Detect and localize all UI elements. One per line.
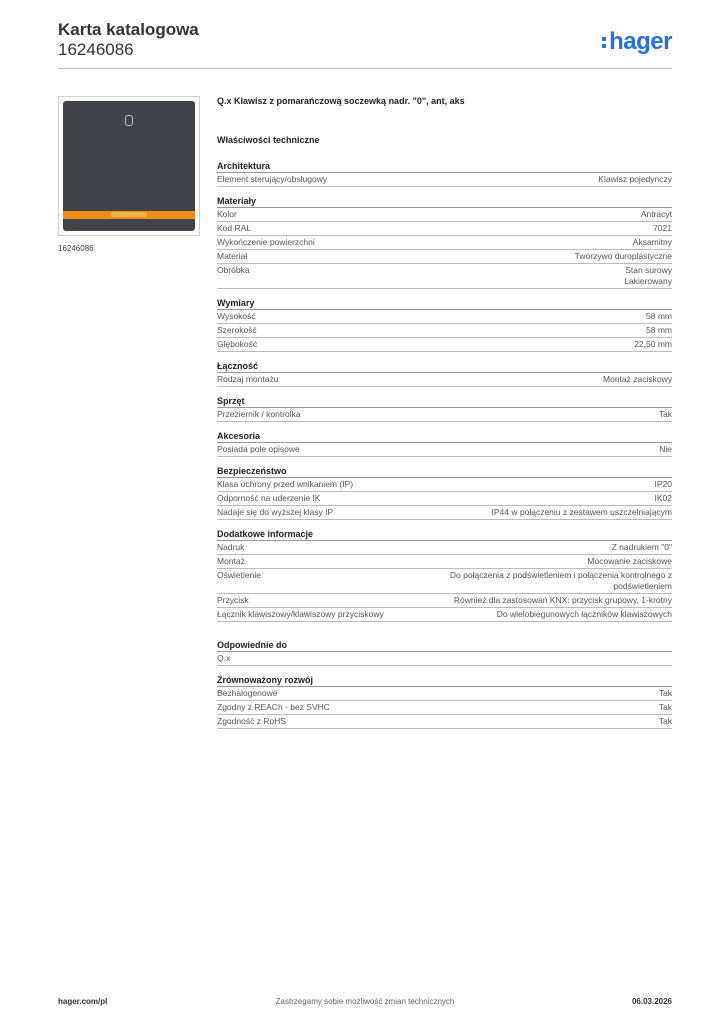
spec-label: Przycisk <box>217 595 249 605</box>
spec-label: Wykończenie powierzchni <box>217 237 315 247</box>
spec-row <box>217 373 672 387</box>
spec-value: Nie <box>659 444 672 454</box>
spec-row <box>217 408 672 422</box>
section-title: Odpowiednie do <box>217 640 672 652</box>
spec-section <box>217 675 672 729</box>
product-image <box>63 101 195 231</box>
spec-section <box>217 431 672 457</box>
spec-value: 58 mm <box>646 311 672 321</box>
spec-value: Antracyt <box>640 209 672 219</box>
spec-value: Tak <box>658 409 672 419</box>
spec-value: 58 mm <box>646 325 672 335</box>
spec-section <box>217 466 672 520</box>
spec-row <box>217 310 672 324</box>
spec-row <box>217 594 672 608</box>
spec-row <box>217 701 672 715</box>
spec-value: IP20 <box>654 479 672 489</box>
spec-section <box>217 298 672 352</box>
section-title: Materiały <box>217 196 672 208</box>
spec-row <box>217 715 672 729</box>
spec-label: Głębokość <box>217 339 258 349</box>
spec-row <box>217 478 672 492</box>
spec-row <box>217 506 672 520</box>
footer-date: 06.03.2026 <box>631 997 672 1006</box>
spec-label: Kod RAL <box>217 223 252 233</box>
spec-label: Zgodność z RoHS <box>217 716 286 726</box>
spec-row <box>217 569 672 594</box>
spec-row <box>217 208 672 222</box>
spec-sections <box>217 161 672 729</box>
spec-label: Posiada pole opisowe <box>217 444 300 454</box>
spec-value: Do połączenia z podświetleniem i połączenia kontrolnego z podświetleniem <box>449 570 672 591</box>
spec-label: Odporność na uderzenie IK <box>217 493 321 503</box>
spec-section <box>217 529 672 622</box>
spec-value: Tak <box>658 702 672 712</box>
spec-label: Q.x <box>217 653 231 663</box>
spec-label: Bezhalogenowe <box>217 688 278 698</box>
footer-notice: Zastrzegamy sobie możliwość zmian technicznych <box>275 997 455 1006</box>
section-title: Zrównoważony rozwój <box>217 675 672 687</box>
spec-value: Do wielobiegunowych łączników klawiszowych <box>496 609 672 619</box>
spec-row <box>217 264 672 289</box>
spec-label: Wysokość <box>217 311 256 321</box>
spec-row <box>217 236 672 250</box>
section-title: Bezpieczeństwo <box>217 466 672 478</box>
spec-row <box>217 222 672 236</box>
spec-label: Obróbka <box>217 265 250 275</box>
spec-section <box>217 196 672 289</box>
spec-value: 7021 <box>653 223 672 233</box>
spec-label: Zgodny z REACh - bez SVHC <box>217 702 330 712</box>
hager-logo <box>602 28 672 56</box>
spec-value: Montaż zaciskowy <box>603 374 672 384</box>
spec-value: Tworzywo duroplastyczne <box>574 251 672 261</box>
spec-row <box>217 443 672 457</box>
spec-value: Aksamitny <box>632 237 672 247</box>
spec-row <box>217 338 672 352</box>
spec-value: Tak <box>658 716 672 726</box>
section-title: Łączność <box>217 361 672 373</box>
orange-lens-icon <box>63 211 195 219</box>
spec-value: Z nadrukiem "0" <box>611 542 672 552</box>
spec-value: Stan surowy Lakierowany <box>624 265 672 286</box>
section-title: Dodatkowe informacje <box>217 529 672 541</box>
document-title: Karta katalogowa <box>58 20 199 39</box>
zero-symbol-icon <box>125 115 133 126</box>
spec-label: Rodzaj montażu <box>217 374 279 384</box>
product-image-frame <box>58 96 200 236</box>
spec-section <box>217 640 672 666</box>
section-title: Sprzęt <box>217 396 672 408</box>
spec-row <box>217 608 672 622</box>
specifications-content <box>217 96 672 738</box>
section-title: Wymiary <box>217 298 672 310</box>
spec-section <box>217 161 672 187</box>
image-caption: 16246086 <box>58 244 94 253</box>
spec-label: Nadruk <box>217 542 245 552</box>
spec-row <box>217 173 672 187</box>
section-title: Akcesoria <box>217 431 672 443</box>
spec-label: Przeziernik / kontrolka <box>217 409 301 419</box>
specs-title: Właściwości techniczne <box>217 135 320 145</box>
spec-value: Tak <box>658 688 672 698</box>
footer-website-link[interactable]: hager.com/pl <box>58 997 108 1006</box>
spec-value: Mocowanie zaciskowe <box>587 556 672 566</box>
section-title: Architektura <box>217 161 672 173</box>
spec-row <box>217 555 672 569</box>
page-footer <box>58 997 672 1011</box>
spec-row <box>217 492 672 506</box>
logo-text: hager <box>609 28 672 55</box>
spec-value: 22,50 mm <box>634 339 672 349</box>
logo-dots-icon <box>602 34 607 51</box>
spec-section <box>217 361 672 387</box>
spec-row <box>217 541 672 555</box>
spec-value: IK02 <box>654 493 672 503</box>
spec-row <box>217 652 672 666</box>
spec-label: Szerokość <box>217 325 257 335</box>
spec-label: Kolor <box>217 209 237 219</box>
spec-value: Również dla zastosowań KNX: przycisk grupowy, 1-krotny <box>453 595 672 605</box>
spec-row <box>217 250 672 264</box>
spec-label: Nadaje się do wyższej klasy IP <box>217 507 334 517</box>
spec-value: IP44 w połączeniu z zestawem uszczelniającym <box>491 507 672 517</box>
spec-label: Klasa ochrony przed wnikaniem (IP) <box>217 479 354 489</box>
spec-label: Łącznik klawiszowy/klawiszowy przyciskowy <box>217 609 384 619</box>
spec-section <box>217 396 672 422</box>
spec-row <box>217 324 672 338</box>
spec-row <box>217 687 672 701</box>
spec-value: Klawisz pojedynczy <box>598 174 672 184</box>
spec-label: Element sterujący/obsługowy <box>217 174 328 184</box>
product-name: Q.x Klawisz z pomarańczową soczewką nadr. "0", ant, aks <box>217 96 465 106</box>
page-header <box>58 20 672 70</box>
spec-label: Montaż <box>217 556 245 566</box>
spec-label: Materiał <box>217 251 248 261</box>
document-number: 16246086 <box>58 40 134 59</box>
spec-label: Oświetlenie <box>217 570 261 580</box>
header-divider <box>58 68 672 69</box>
